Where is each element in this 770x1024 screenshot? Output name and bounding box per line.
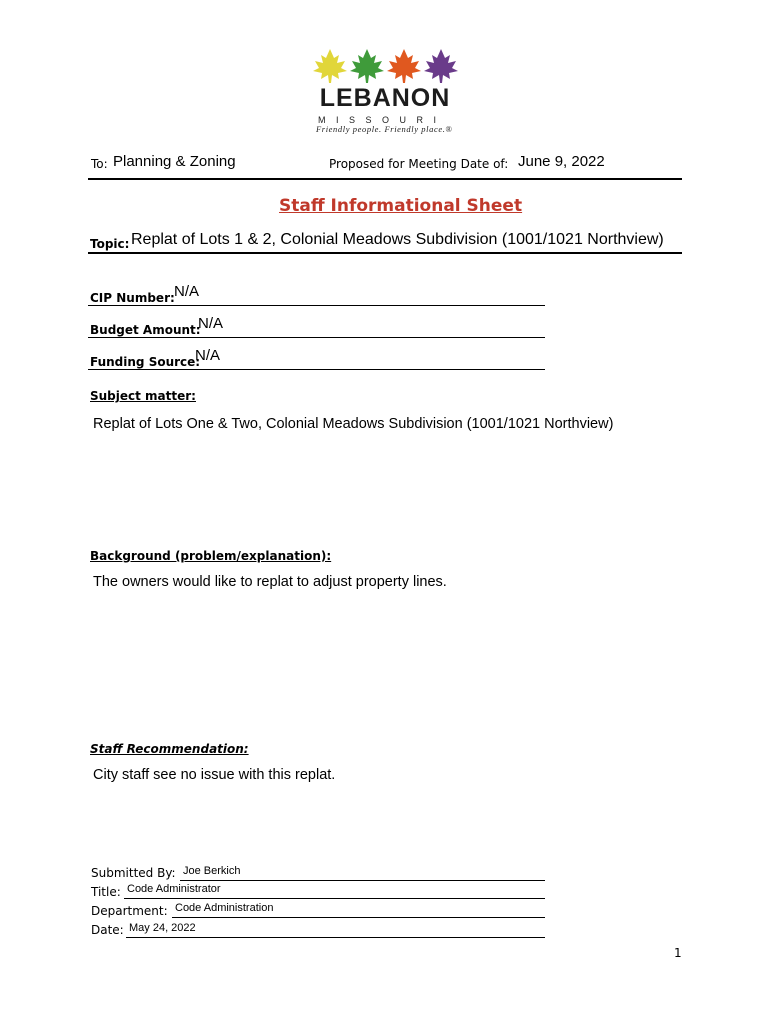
title-value: Code Administrator [127,883,221,895]
yellow-leaf-icon [313,49,347,83]
topic-rule [88,252,682,254]
green-leaf-icon [350,49,384,83]
logo-state: MISSOURI [318,115,447,125]
budget-value: N/A [198,315,224,332]
cip-rule [88,305,545,306]
logo-tagline: Friendly people. Friendly place.® [316,124,453,134]
topic-label: Topic: [90,237,130,251]
date-rule [126,937,545,938]
purple-leaf-icon [424,49,458,83]
background-text: The owners would like to replat to adjust property lines. [93,574,447,590]
date-label: Date: [91,923,124,937]
meeting-date-value: June 9, 2022 [518,153,605,170]
cip-value: N/A [174,283,200,300]
funding-rule [88,369,545,370]
orange-leaf-icon [387,49,421,83]
budget-rule [88,337,545,338]
department-value: Code Administration [175,902,274,914]
topic-value: Replat of Lots 1 & 2, Colonial Meadows Subdivision (1001/1021 Northview) [131,231,664,248]
to-label: To: [91,157,108,171]
submitted-rule [180,880,545,881]
title-label: Title: [91,885,121,899]
background-label: Background (problem/explanation): [90,549,332,563]
subject-label: Subject matter: [90,389,196,403]
date-value: May 24, 2022 [129,922,196,934]
sheet-title: Staff Informational Sheet [279,196,523,216]
recommendation-label: Staff Recommendation: [90,742,249,756]
recommendation-text: City staff see no issue with this replat. [93,767,336,783]
to-value: Planning & Zoning [113,153,236,170]
page-number: 1 [674,946,682,960]
funding-label: Funding Source: [90,355,201,369]
title-rule [124,898,545,899]
department-label: Department: [91,904,168,918]
city-logo [300,44,470,136]
budget-label: Budget Amount: [90,323,201,337]
subject-text: Replat of Lots One & Two, Colonial Meadows Subdivision (1001/1021 Northview) [93,416,614,432]
submitted-by-label: Submitted By: [91,866,176,880]
header-rule [88,178,682,180]
meeting-date-label: Proposed for Meeting Date of: [329,157,509,171]
funding-value: N/A [195,347,221,364]
logo-wordmark: LEBANON [319,84,451,112]
cip-label: CIP Number: [90,291,175,305]
submitted-by-value: Joe Berkich [183,865,241,877]
department-rule [172,917,545,918]
